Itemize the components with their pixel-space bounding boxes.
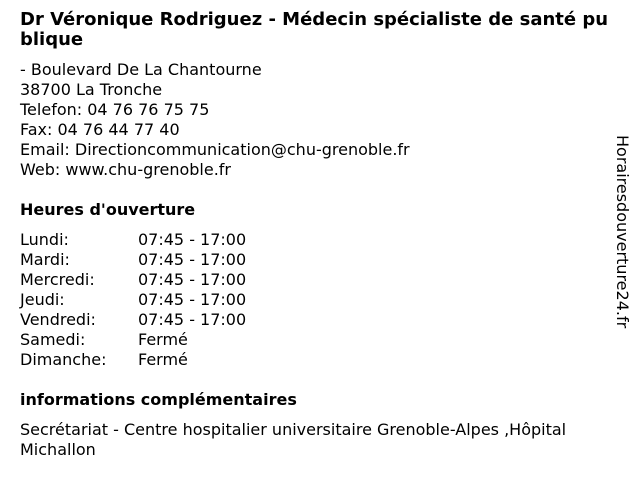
hours-day: Dimanche: [20,350,107,369]
email-address: Email: Directioncommunication@chu-grenoble.fr [20,140,410,159]
hours-time: 07:45 - 17:00 [138,250,247,269]
business-listing [20,10,620,460]
hours-day: Lundi: [20,230,69,249]
hours-time: Fermé [138,350,188,369]
opening-hours-heading: Heures d'ouverture [20,200,196,219]
hours-time: 07:45 - 17:00 [138,290,247,309]
hours-row-saturday [20,330,620,350]
hours-row-friday [20,310,620,330]
hours-row-monday [20,230,620,250]
hours-day: Mercredi: [20,270,95,289]
additional-info-heading: informations complémentaires [20,390,297,409]
hours-day: Vendredi: [20,310,96,329]
page-title: Dr Véronique Rodriguez - Médecin spécialiste de santé publique [20,9,609,50]
hours-time: Fermé [138,330,188,349]
opening-hours-table [20,230,620,370]
hours-row-sunday [20,350,620,370]
phone-number: Telefon: 04 76 76 75 75 [20,100,210,119]
fax-number: Fax: 04 76 44 77 40 [20,120,180,139]
hours-time: 07:45 - 17:00 [138,310,247,329]
hours-day: Samedi: [20,330,86,349]
hours-row-wednesday [20,270,620,290]
city-address: 38700 La Tronche [20,80,163,99]
additional-info-text: Secrétariat - Centre hospitalier universitaire Grenoble-Alpes ,Hôpital Michallon [20,420,567,459]
hours-day: Mardi: [20,250,70,269]
contact-block [20,60,620,180]
site-watermark: Horairesdouverture24.fr [613,135,632,329]
hours-day: Jeudi: [20,290,65,309]
hours-row-thursday [20,290,620,310]
hours-time: 07:45 - 17:00 [138,270,247,289]
website-address: Web: www.chu-grenoble.fr [20,160,231,179]
street-address: - Boulevard De La Chantourne [20,60,262,79]
hours-row-tuesday [20,250,620,270]
hours-time: 07:45 - 17:00 [138,230,247,249]
